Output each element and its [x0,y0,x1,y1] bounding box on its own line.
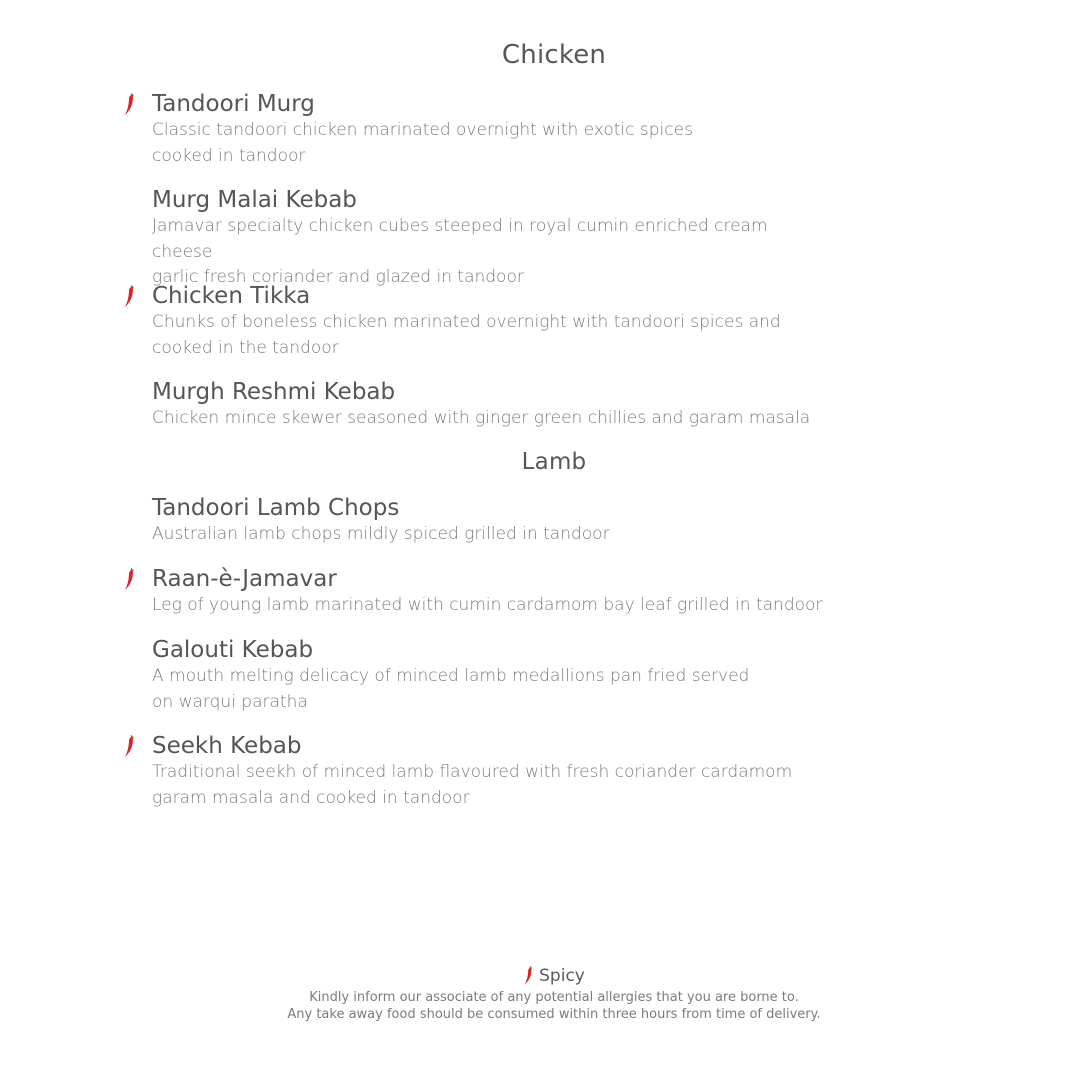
menu-item-name: Galouti Kebab [152,637,314,663]
menu-item-name: Tandoori Lamb Chops [152,495,400,521]
menu-item [152,378,832,432]
menu-item-name: Seekh Kebab [152,733,302,759]
menu-item-description: A mouth melting delicacy of minced lamb medallions pan fried served on warqui paratha [152,666,750,712]
chili-pepper-icon [123,568,137,592]
menu-item [152,186,832,291]
takeaway-note: Any take away food should be consumed within three hours from time of delivery. [287,1006,821,1022]
chili-pepper-icon [123,735,137,759]
spicy-legend-label: Spicy [539,966,585,986]
menu-item [152,494,832,548]
menu-footer [0,963,1080,1023]
menu-item [152,90,832,169]
menu-item-description: Traditional seekh of minced lamb flavoured with fresh coriander cardamom garam masala and cooked in tandoor [152,762,793,808]
chili-pepper-icon [123,93,137,117]
menu-item [152,565,832,619]
menu-item-name: Tandoori Murg [152,91,315,117]
menu-item [152,732,832,811]
allergy-note: Kindly inform our associate of any potential allergies that you are borne to. [309,990,799,1005]
menu-item [152,636,832,715]
spicy-legend [523,963,585,989]
menu-item [152,282,832,361]
menu-item-name: Murg Malai Kebab [152,187,357,213]
menu-item-description: Chunks of boneless chicken marinated overnight with tandoori spices and cooked in the tandoor [152,312,781,358]
menu-item-name: Murgh Reshmi Kebab [152,379,396,405]
menu-item-name: Chicken Tikka [152,283,311,309]
menu-item-description: Australian lamb chops mildly spiced grilled in tandoor [152,524,610,544]
menu-item-description: Chicken mince skewer seasoned with ginger green chillies and garam masala [152,408,811,428]
chili-pepper-icon [123,285,137,309]
menu-item-description: Classic tandoori chicken marinated overnight with exotic spices cooked in tandoor [152,120,693,166]
menu-item-name: Raan-è-Jamavar [152,566,337,592]
section-title-chicken: Chicken [501,40,607,70]
menu-item-description: Jamavar specialty chicken cubes steeped in royal cumin enriched cream cheese garlic fresh coriander and glazed in tandoor [152,216,768,287]
menu-item-description: Leg of young lamb marinated with cumin cardamom bay leaf grilled in tandoor [152,595,823,615]
section-title-lamb: Lamb [521,449,587,475]
chili-pepper-icon [523,966,535,986]
